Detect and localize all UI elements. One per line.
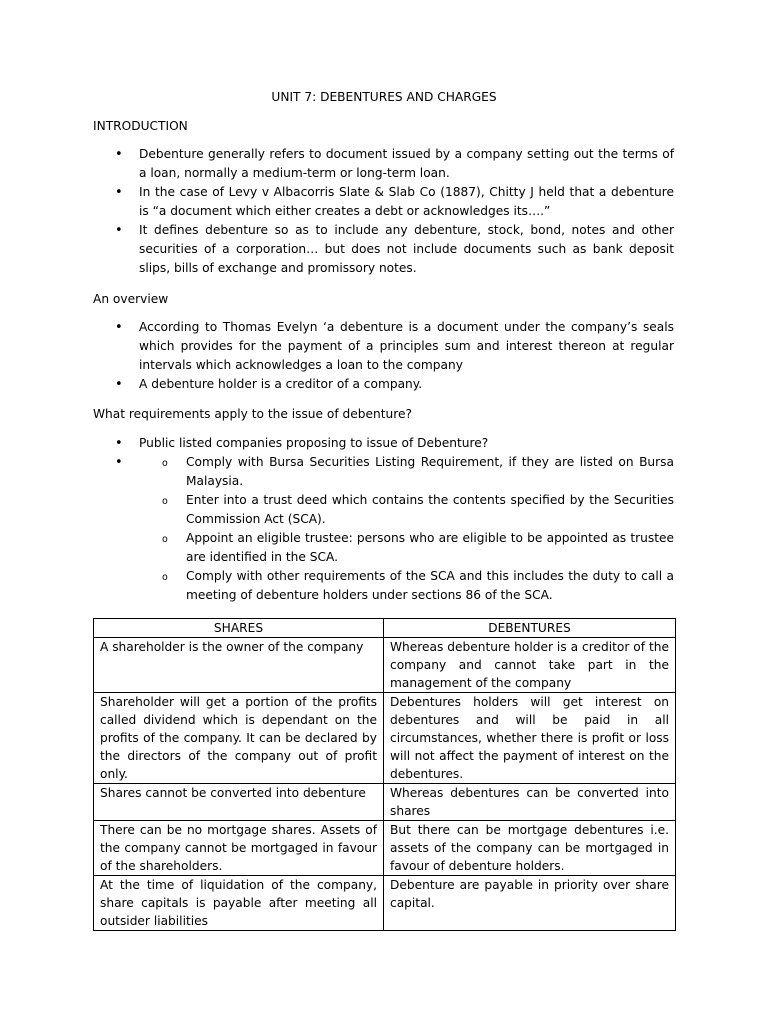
page-title: UNIT 7: DEBENTURES AND CHARGES bbox=[271, 90, 497, 104]
list-item: • In the case of Levy v Albacorris Slate & Slab Co (1887), Chitty J held that a debenture is “a document which either creates a debt or acknowledges its….” bbox=[93, 183, 674, 221]
table-header-row bbox=[94, 619, 676, 638]
requirements-list bbox=[93, 434, 674, 605]
requirements-heading: What requirements apply to the issue of debenture? bbox=[93, 407, 412, 421]
table-header-debentures: DEBENTURES bbox=[384, 619, 676, 638]
list-item: • According to Thomas Evelyn ‘a debenture is a document under the company’s seals which provides for the payment of a principles sum and interest thereon at regular intervals which acknowledges a loan to the company bbox=[93, 318, 674, 375]
table-cell-debentures: Whereas debentures can be converted into shares bbox=[384, 784, 676, 821]
table-cell-debentures: Debentures holders will get interest on debentures and will be paid in all circumstances, whether there is profit or loss will not affect the payment of interest on the debentures. bbox=[384, 693, 676, 784]
table-cell-shares: Shares cannot be converted into debenture bbox=[94, 784, 384, 821]
table-row bbox=[94, 638, 676, 693]
sub-list-item: o Appoint an eligible trustee: persons who are eligible to be appointed as trustee are identified in the SCA. bbox=[139, 529, 674, 567]
shares-vs-debentures-table bbox=[93, 618, 676, 931]
table-cell-debentures: Debenture are payable in priority over share capital. bbox=[384, 876, 676, 931]
sub-list-wrapper bbox=[93, 453, 674, 605]
list-item bbox=[93, 434, 674, 453]
table-cell-debentures: But there can be mortgage debentures i.e. assets of the company can be mortgaged in favour of debenture holders. bbox=[384, 821, 676, 876]
introduction-list bbox=[93, 145, 674, 278]
overview-list bbox=[93, 318, 674, 394]
table-row bbox=[94, 876, 676, 931]
list-item: • Debenture generally refers to document issued by a company setting out the terms of a loan, normally a medium-term or long-term loan. bbox=[93, 145, 674, 183]
list-item: • A debenture holder is a creditor of a company. bbox=[93, 375, 674, 394]
table-row bbox=[94, 821, 676, 876]
table-row bbox=[94, 784, 676, 821]
overview-heading: An overview bbox=[93, 292, 169, 306]
table-header-shares: SHARES bbox=[94, 619, 384, 638]
sub-list-item: o • Comply with Bursa Securities Listing Requirement, if they are listed on Bursa Malaysia. bbox=[139, 453, 674, 491]
table-cell-shares: There can be no mortgage shares. Assets of the company cannot be mortgaged in favour of the shareholders. bbox=[94, 821, 384, 876]
sub-list-item: o Comply with other requirements of the SCA and this includes the duty to call a meeting of debenture holders under sections 86 of the SCA. bbox=[139, 567, 674, 605]
list-item: • It defines debenture so as to include any debenture, stock, bond, notes and other securities of a corporation… but does not include documents such as bank deposit slips, bills of exchange and promissory notes. bbox=[93, 221, 674, 278]
sub-list-item: o Enter into a trust deed which contains the contents specified by the Securities Commission Act (SCA). bbox=[139, 491, 674, 529]
table-cell-shares: A shareholder is the owner of the company bbox=[94, 638, 384, 693]
introduction-heading: INTRODUCTION bbox=[93, 119, 188, 133]
table-row bbox=[94, 693, 676, 784]
requirements-bullet-text: Public listed companies proposing to issue of Debenture? bbox=[139, 436, 489, 450]
table-cell-debentures: Whereas debenture holder is a creditor of the company and cannot take part in the management of the company bbox=[384, 638, 676, 693]
table-cell-shares: Shareholder will get a portion of the profits called dividend which is dependant on the profits of the company. It can be declared by the directors of the company out of profit only. bbox=[94, 693, 384, 784]
table-cell-shares: At the time of liquidation of the company, share capitals is payable after meeting all outsider liabilities bbox=[94, 876, 384, 931]
requirements-sub-list bbox=[139, 453, 674, 605]
